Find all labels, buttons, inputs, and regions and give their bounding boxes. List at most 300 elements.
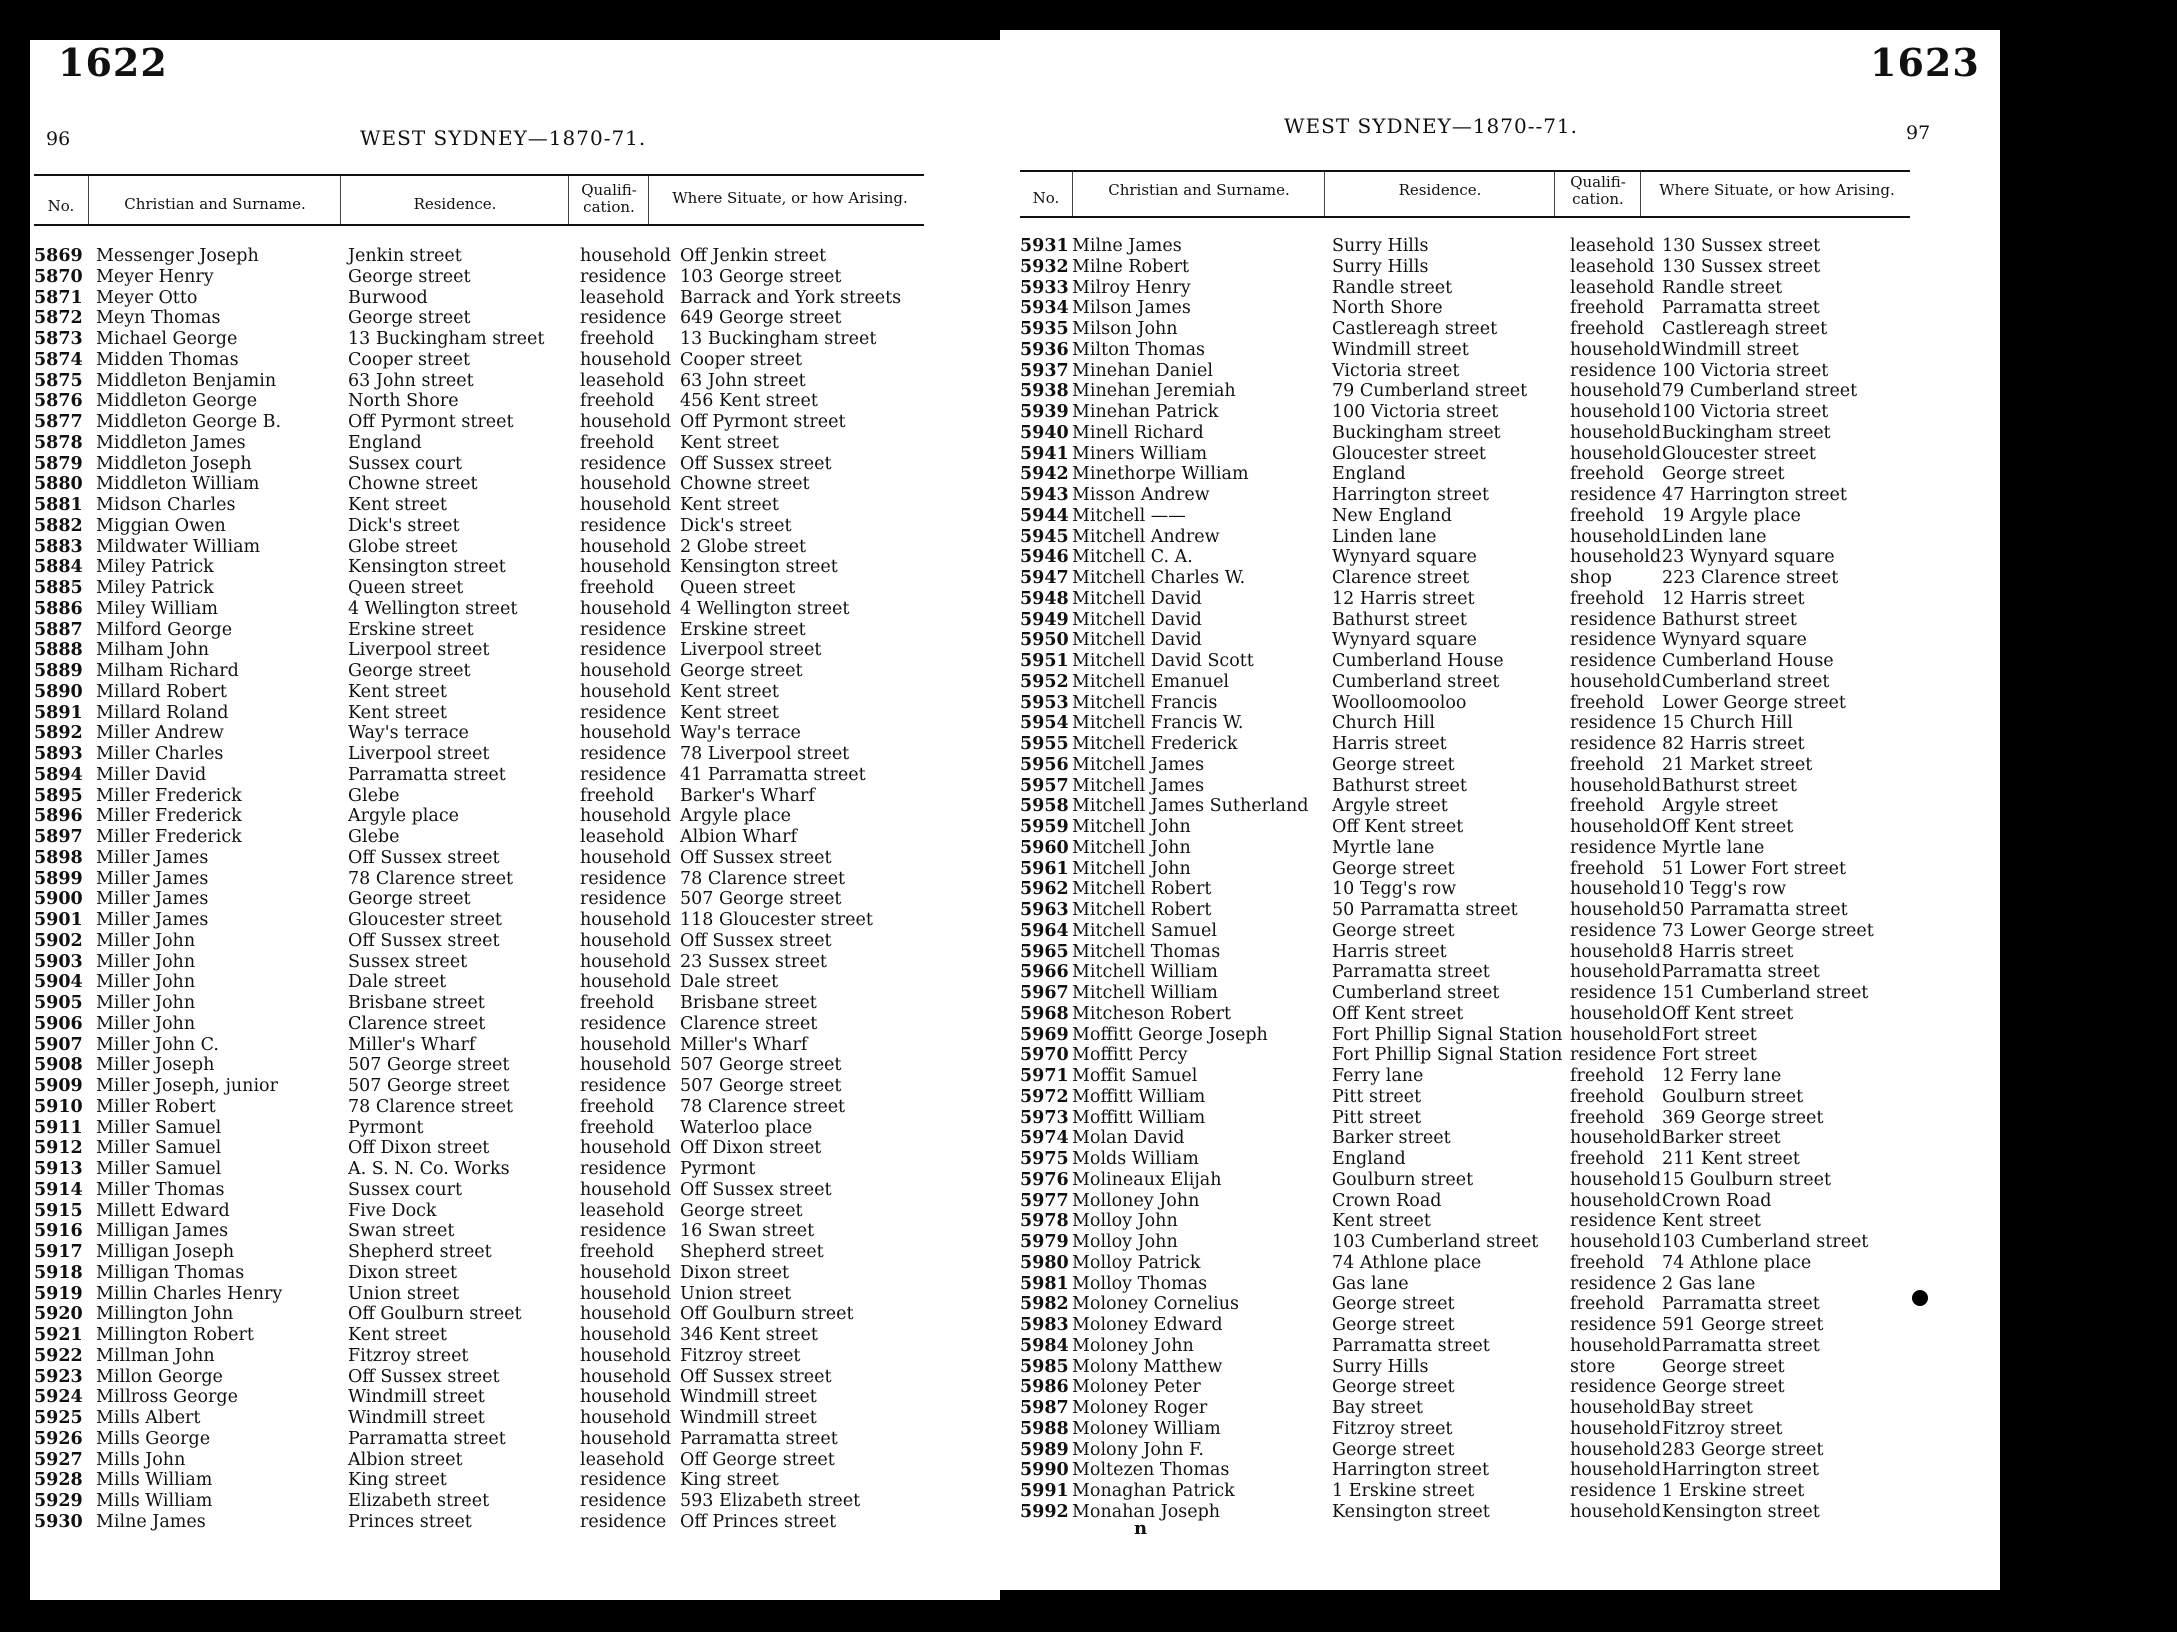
entry-number: 5970: [1020, 1045, 1069, 1066]
residence: North Shore: [348, 391, 459, 412]
qualification: residence: [1570, 1211, 1657, 1232]
entry-number: 5940: [1020, 422, 1069, 443]
entry-number: 5882: [34, 515, 83, 536]
table-row: [1020, 1045, 1940, 1066]
voter-name: Middleton Benjamin: [96, 370, 277, 391]
qualification: residence: [1570, 1273, 1657, 1294]
entry-number: 5983: [1020, 1315, 1069, 1335]
residence: Cumberland House: [1332, 651, 1504, 671]
table-row: [1020, 1232, 1940, 1253]
where-situate: Barker street: [1662, 1128, 1781, 1149]
entry-number: 5909: [34, 1076, 83, 1096]
voter-name: Mitchell John: [1072, 858, 1191, 879]
entry-number: 5972: [1020, 1086, 1069, 1107]
entry-number: 5870: [34, 266, 83, 287]
entry-number: 5929: [34, 1491, 83, 1511]
qualification: household: [580, 474, 672, 495]
voter-name: Misson Andrew: [1072, 485, 1210, 505]
voter-name: Meyer Otto: [96, 287, 198, 308]
qualification: freehold: [580, 432, 655, 453]
residence: Kensington street: [348, 557, 506, 578]
where-situate: Cumberland street: [1662, 671, 1830, 692]
voter-name: Mitchell Francis W.: [1072, 713, 1244, 734]
qualification: household: [580, 557, 672, 578]
qualification: residence: [1570, 630, 1657, 651]
table-row: [34, 1263, 934, 1284]
voter-name: Meyer Henry: [96, 266, 214, 287]
table-row: [1020, 1440, 1940, 1461]
where-situate: Goulburn street: [1662, 1086, 1804, 1107]
qualification: household: [1570, 443, 1662, 464]
right-footer-signature-mark: n: [1134, 1518, 1148, 1539]
qualification: freehold: [580, 1117, 655, 1138]
entry-number: 5957: [1020, 775, 1069, 796]
residence: Victoria street: [1332, 360, 1460, 381]
qualification: household: [1570, 817, 1662, 837]
qualification: household: [1570, 900, 1662, 920]
voter-name: Milson James: [1072, 298, 1191, 319]
voter-name: Miller Andrew: [96, 723, 224, 744]
entry-number: 5925: [34, 1408, 83, 1428]
residence: 507 George street: [348, 1055, 510, 1076]
where-situate: 51 Lower Fort street: [1662, 858, 1847, 879]
where-situate: Off Pyrmont street: [680, 412, 846, 432]
where-situate: Castlereagh street: [1662, 319, 1828, 339]
voter-name: Miller Robert: [96, 1096, 216, 1117]
entry-number: 5904: [34, 972, 83, 993]
where-situate: 100 Victoria street: [1662, 402, 1829, 422]
qualification: household: [1570, 1460, 1662, 1481]
residence: Sussex court: [348, 453, 463, 474]
where-situate: Liverpool street: [680, 640, 822, 661]
where-situate: 21 Market street: [1662, 754, 1813, 775]
where-situate: 23 Wynyard square: [1662, 547, 1835, 568]
where-situate: Bathurst street: [1662, 775, 1797, 796]
residence: Harris street: [1332, 941, 1447, 962]
voter-name: Mills William: [96, 1470, 213, 1491]
where-situate: Cumberland House: [1662, 651, 1834, 671]
table-row: [1020, 1377, 1940, 1398]
voter-name: Millon George: [96, 1366, 223, 1387]
voter-name: Milham Richard: [96, 661, 239, 681]
table-row: [1020, 1191, 1940, 1212]
residence: 63 John street: [348, 370, 474, 391]
table-row: [34, 288, 934, 309]
voter-name: Mitchell Frederick: [1072, 734, 1238, 754]
voter-name: Milroy Henry: [1072, 277, 1191, 298]
residence: Church Hill: [1332, 713, 1435, 734]
table-row: [34, 972, 934, 993]
qualification: household: [1570, 339, 1662, 360]
voter-name: Milne James: [96, 1511, 206, 1532]
voter-name: Middleton George B.: [96, 412, 282, 432]
residence: Off Sussex street: [348, 930, 500, 951]
qualification: residence: [1570, 713, 1657, 734]
entry-number: 5984: [1020, 1335, 1069, 1356]
table-row: [34, 1180, 934, 1201]
left-col-header-name: Christian and Surname.: [124, 195, 306, 213]
table-row: [1020, 838, 1940, 859]
where-situate: George street: [680, 661, 803, 681]
where-situate: Bay street: [1662, 1398, 1753, 1418]
voter-name: Mitchell John: [1072, 817, 1191, 837]
residence: Ferry lane: [1332, 1066, 1424, 1086]
residence: 10 Tegg's row: [1332, 879, 1457, 900]
qualification: residence: [580, 619, 667, 640]
entry-number: 5949: [1020, 609, 1069, 630]
table-row: [1020, 1025, 1940, 1046]
table-row: [34, 1242, 934, 1263]
table-row: [1020, 734, 1940, 755]
qualification: residence: [1570, 609, 1657, 630]
where-situate: 8 Harris street: [1662, 941, 1794, 962]
where-situate: Erskine street: [680, 619, 806, 640]
table-row: [34, 1304, 934, 1325]
voter-name: Molony John F.: [1072, 1439, 1204, 1460]
where-situate: 103 Cumberland street: [1662, 1232, 1869, 1252]
where-situate: 13 Buckingham street: [680, 329, 877, 349]
entry-number: 5876: [34, 391, 83, 412]
where-situate: Brisbane street: [680, 993, 817, 1013]
qualification: household: [1570, 1418, 1662, 1439]
qualification: freehold: [1570, 692, 1645, 713]
table-row: [1020, 547, 1940, 568]
entry-number: 5902: [34, 930, 83, 951]
qualification: household: [1570, 962, 1662, 983]
qualification: household: [1570, 941, 1662, 962]
residence: 1 Erskine street: [1332, 1481, 1475, 1501]
qualification: freehold: [1570, 754, 1645, 775]
qualification: freehold: [1570, 796, 1645, 817]
where-situate: Kent street: [680, 702, 779, 723]
where-situate: 82 Harris street: [1662, 734, 1805, 754]
voter-name: Mitcheson Robert: [1072, 1003, 1231, 1024]
where-situate: Pyrmont: [680, 1159, 756, 1179]
qualification: residence: [580, 515, 667, 536]
residence: Kent street: [348, 1325, 447, 1345]
residence: Parramatta street: [348, 764, 506, 785]
entry-number: 5883: [34, 536, 83, 557]
table-row: [34, 433, 934, 454]
voter-name: Mitchell C. A.: [1072, 547, 1193, 568]
qualification: residence: [1570, 734, 1657, 754]
entry-number: 5989: [1020, 1439, 1069, 1460]
entry-number: 5892: [34, 723, 83, 744]
entry-number: 5953: [1020, 692, 1069, 713]
entry-number: 5939: [1020, 402, 1069, 422]
residence: Buckingham street: [1332, 422, 1501, 443]
where-situate: 211 Kent street: [1662, 1149, 1800, 1169]
qualification: household: [1570, 402, 1662, 422]
entry-number: 5911: [34, 1117, 83, 1138]
residence: Erskine street: [348, 619, 474, 640]
where-situate: Queen street: [680, 578, 796, 598]
voter-name: Mitchell James: [1072, 775, 1205, 796]
where-situate: Off Jenkin street: [680, 246, 827, 266]
qualification: residence: [1570, 837, 1657, 858]
where-situate: Off Sussex street: [680, 453, 832, 474]
residence: Fitzroy street: [1332, 1418, 1453, 1439]
where-situate: 73 Lower George street: [1662, 920, 1874, 941]
voter-name: Minethorpe William: [1072, 464, 1249, 485]
voter-name: Middleton George: [96, 391, 258, 412]
voter-name: Messenger Joseph: [96, 246, 259, 266]
residence: George street: [348, 266, 471, 287]
voter-name: Moloney Edward: [1072, 1315, 1223, 1335]
entry-number: 5907: [34, 1034, 83, 1055]
entry-number: 5985: [1020, 1356, 1069, 1377]
qualification: residence: [1570, 983, 1657, 1003]
residence: George street: [1332, 1315, 1455, 1335]
table-row: [34, 827, 934, 848]
residence: Woolloomooloo: [1332, 692, 1467, 713]
residence: 507 George street: [348, 1076, 510, 1096]
voter-name: Miller David: [96, 764, 207, 785]
entry-number: 5959: [1020, 817, 1069, 837]
entry-number: 5967: [1020, 983, 1069, 1003]
voter-name: Monahan Joseph: [1072, 1501, 1221, 1522]
table-row: [1020, 589, 1940, 610]
table-row: [34, 1284, 934, 1305]
entry-number: 5960: [1020, 837, 1069, 858]
residence: Argyle place: [348, 806, 459, 827]
qualification: leasehold: [580, 827, 665, 847]
residence: Bathurst street: [1332, 609, 1467, 630]
where-situate: Bathurst street: [1662, 609, 1797, 630]
residence: Princes street: [348, 1511, 472, 1532]
qualification: residence: [1570, 1481, 1657, 1501]
voter-name: Moloney Cornelius: [1072, 1294, 1240, 1315]
where-situate: Argyle place: [680, 806, 791, 827]
right-header-divider: [1072, 172, 1073, 216]
table-row: [1020, 319, 1940, 340]
residence: Bay street: [1332, 1398, 1423, 1418]
voter-name: Miller Frederick: [96, 785, 242, 806]
residence: Fitzroy street: [348, 1345, 469, 1366]
residence: Liverpool street: [348, 640, 490, 661]
residence: Off Dixon street: [348, 1138, 490, 1159]
entry-number: 5901: [34, 910, 83, 930]
where-situate: 346 Kent street: [680, 1325, 818, 1345]
table-row: [1020, 817, 1940, 838]
table-row: [34, 682, 934, 703]
entry-number: 5900: [34, 889, 83, 910]
qualification: freehold: [580, 1096, 655, 1117]
table-row: [1020, 630, 1940, 651]
qualification: residence: [580, 889, 667, 910]
where-situate: Waterloo place: [680, 1117, 813, 1138]
voter-name: Moloney William: [1072, 1418, 1221, 1439]
table-row: [1020, 796, 1940, 817]
residence: 74 Athlone place: [1332, 1252, 1482, 1273]
table-row: [1020, 713, 1940, 734]
entry-number: 5938: [1020, 381, 1069, 402]
table-row: [1020, 1357, 1940, 1378]
entry-number: 5871: [34, 287, 83, 308]
entry-number: 5897: [34, 827, 83, 847]
residence: Surry Hills: [1332, 256, 1429, 277]
entry-number: 5944: [1020, 505, 1069, 526]
table-row: [34, 412, 934, 433]
voter-name: Midson Charles: [96, 495, 236, 515]
qualification: freehold: [580, 391, 655, 412]
where-situate: Linden lane: [1662, 526, 1767, 547]
entry-number: 5893: [34, 744, 83, 764]
qualification: store: [1570, 1356, 1616, 1377]
table-row: [34, 1512, 934, 1533]
residence: Jenkin street: [348, 246, 462, 266]
voter-name: Miller Frederick: [96, 827, 242, 847]
voter-name: Molloy Patrick: [1072, 1252, 1201, 1273]
right-col-header-residence: Residence.: [1398, 181, 1482, 199]
entry-number: 5981: [1020, 1273, 1069, 1294]
entry-number: 5917: [34, 1242, 83, 1262]
voter-name: Miley Patrick: [96, 557, 214, 578]
qualification: residence: [1570, 1315, 1657, 1335]
voter-name: Mitchell Francis: [1072, 692, 1218, 713]
residence: George street: [1332, 754, 1455, 775]
voter-name: Miller Joseph: [96, 1055, 215, 1076]
where-situate: 103 George street: [680, 266, 842, 287]
left-header-divider: [340, 176, 341, 224]
qualification: household: [580, 910, 672, 930]
entry-number: 5895: [34, 785, 83, 806]
table-row: [34, 371, 934, 392]
residence: George street: [1332, 1439, 1455, 1460]
residence: Off Kent street: [1332, 1003, 1464, 1024]
table-row: [1020, 568, 1940, 589]
voter-name: Millington John: [96, 1304, 234, 1325]
residence: Kent street: [348, 495, 447, 515]
table-row: [34, 308, 934, 329]
table-row: [34, 1138, 934, 1159]
entry-number: 5894: [34, 764, 83, 785]
table-row: [34, 703, 934, 724]
where-situate: 507 George street: [680, 1076, 842, 1096]
table-row: [34, 869, 934, 890]
residence: Argyle street: [1332, 796, 1448, 817]
entry-number: 5933: [1020, 277, 1069, 298]
where-situate: Myrtle lane: [1662, 837, 1765, 858]
voter-name: Miller James: [96, 868, 209, 889]
table-row: [34, 744, 934, 765]
qualification: freehold: [580, 993, 655, 1013]
table-row: [1020, 610, 1940, 631]
entry-number: 5898: [34, 847, 83, 868]
qualification: household: [580, 972, 672, 993]
qualification: household: [580, 598, 672, 619]
residence: Off Goulburn street: [348, 1304, 522, 1325]
where-situate: 41 Parramatta street: [680, 764, 866, 785]
table-row: [1020, 983, 1940, 1004]
table-row: [34, 1450, 934, 1471]
where-situate: Off Dixon street: [680, 1138, 822, 1159]
voter-name: Middleton William: [96, 474, 260, 495]
residence: Glebe: [348, 785, 400, 806]
table-row: [1020, 236, 1940, 257]
qualification: household: [580, 1283, 672, 1304]
residence: Sussex court: [348, 1179, 463, 1200]
entry-number: 5942: [1020, 464, 1069, 485]
table-row: [1020, 879, 1940, 900]
voter-name: Miller John: [96, 972, 196, 993]
qualification: household: [580, 1055, 672, 1076]
qualification: residence: [580, 702, 667, 723]
table-row: [1020, 485, 1940, 506]
qualification: household: [580, 1262, 672, 1283]
where-situate: Lower George street: [1662, 692, 1846, 713]
entry-number: 5987: [1020, 1398, 1069, 1418]
voter-name: Milne James: [1072, 236, 1182, 256]
where-situate: Kent street: [680, 432, 779, 453]
entry-number: 5905: [34, 993, 83, 1013]
qualification: freehold: [1570, 319, 1645, 339]
where-situate: Dixon street: [680, 1262, 789, 1283]
where-situate: Buckingham street: [1662, 422, 1831, 443]
where-situate: Kensington street: [1662, 1501, 1820, 1522]
residence: Gloucester street: [1332, 443, 1486, 464]
entry-number: 5990: [1020, 1460, 1069, 1481]
right-header-bottom-rule: [1020, 216, 1910, 218]
left-entries: [34, 246, 934, 1533]
residence: 78 Clarence street: [348, 868, 514, 889]
where-situate: 74 Athlone place: [1662, 1252, 1812, 1273]
where-situate: 79 Cumberland street: [1662, 381, 1858, 402]
right-header-divider: [1554, 172, 1555, 216]
entry-number: 5885: [34, 578, 83, 598]
entry-number: 5908: [34, 1055, 83, 1076]
qualification: freehold: [1570, 1252, 1645, 1273]
entry-number: 5914: [34, 1179, 83, 1200]
where-situate: Albion Wharf: [680, 827, 797, 847]
qualification: freehold: [1570, 1086, 1645, 1107]
residence: Parramatta street: [1332, 1335, 1490, 1356]
right-entries: [1020, 236, 1940, 1523]
where-situate: Argyle street: [1662, 796, 1778, 817]
where-situate: 649 George street: [680, 308, 842, 329]
qualification: residence: [1570, 485, 1657, 505]
entry-number: 5963: [1020, 900, 1069, 920]
table-row: [1020, 1336, 1940, 1357]
table-row: [1020, 1315, 1940, 1336]
table-row: [34, 474, 934, 495]
qualification: residence: [1570, 651, 1657, 671]
where-situate: Parramatta street: [680, 1428, 838, 1449]
entry-number: 5927: [34, 1449, 83, 1470]
entry-number: 5951: [1020, 651, 1069, 671]
table-row: [1020, 859, 1940, 880]
voter-name: Mitchell Thomas: [1072, 941, 1221, 962]
entry-number: 5924: [34, 1387, 83, 1408]
residence: Crown Road: [1332, 1190, 1442, 1211]
entry-number: 5964: [1020, 920, 1069, 941]
qualification: shop: [1570, 568, 1612, 588]
qualification: household: [1570, 671, 1662, 692]
table-row: [1020, 1419, 1940, 1440]
table-row: [1020, 1066, 1940, 1087]
entry-number: 5947: [1020, 568, 1069, 588]
residence: Windmill street: [348, 1408, 485, 1428]
residence: Harris street: [1332, 734, 1447, 754]
left-col-header-residence: Residence.: [413, 195, 497, 213]
where-situate: 456 Kent street: [680, 391, 818, 412]
residence: George street: [1332, 1294, 1455, 1315]
residence: King street: [348, 1470, 447, 1491]
where-situate: Kent street: [680, 495, 779, 515]
qualification: household: [1570, 1024, 1662, 1045]
qualification: leasehold: [580, 370, 665, 391]
where-situate: Off George street: [680, 1449, 835, 1470]
